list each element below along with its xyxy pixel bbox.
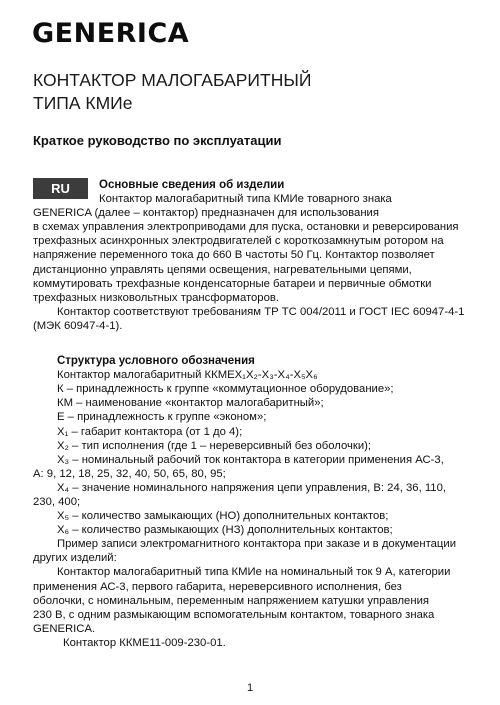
list-item: Х₄ – значение номинального напряжения цепи управления, В: 24, 36, 110, [57,481,446,494]
list-item: А: 9, 12, 18, 25, 32, 40, 50, 65, 80, 95; [33,467,226,480]
paragraph-line: оболочки, с номинальным, переменным напряжением катушки управления [33,594,429,607]
language-badge: RU [33,178,88,199]
title-line: ТИПА КМИе [33,93,133,113]
paragraph-line: других изделий: [33,552,117,565]
paragraph-line: дистанционно управлять цепями освещения, нагревательными цепями, [33,263,412,276]
list-item: Х₃ – номинальный рабочий ток контактора в категории применения АС-3, [57,453,444,466]
paragraph-line: в схемах управления электроприводами для пуска, остановки и реверсирования [33,221,459,234]
paragraph-line: Контактор малогабаритный типа КМИе на номинальный ток 9 А, категории [57,566,451,579]
brand-logo: GENERICA [32,18,190,49]
paragraph-line: применения АС-3, первого габарита, нереверсивного исполнения, без [33,580,402,593]
paragraph-line: коммутировать трехфазные конденсаторные батареи и первичные обмотки [33,277,432,290]
document-body [33,178,473,650]
paragraph-line: Контактор малогабаритный ККМЕХ₁Х₂-Х₃-Х₄-Х₅Х₆ [57,369,318,382]
spacer [33,333,473,354]
list-item: КМ – наименование «контактор малогабаритный»; [57,397,324,410]
paragraph-line: 230 В, с одним размыкающим вспомогательным контактом, товарного знака [33,608,435,621]
paragraph-line: Контактор соответствуют требованиям ТР ТС 004/2011 и ГОСТ IEC 60947-4-1 [57,305,465,318]
paragraph-line: Контактор малогабаритный типа КМИе товарного знака [99,193,392,206]
paragraph-line: Контактор ККМЕ11-009-230-01. [63,636,226,649]
section-heading: Структура условного обозначения [57,355,255,368]
list-item: 230, 400; [33,495,81,508]
list-item: Х₁ – габарит контактора (от 1 до 4); [57,425,243,438]
document-subtitle: Краткое руководство по эксплуатации [33,133,282,148]
section-heading: Основные сведения об изделии [99,179,285,191]
list-item: Х₆ – количество размыкающих (НЗ) дополнительных контактов; [57,524,393,537]
title-line: КОНТАКТОР МАЛОГАБАРИТНЫЙ [33,70,312,90]
paragraph-line: GENERICA. [33,622,96,635]
document-title [33,69,311,115]
page-number: 1 [246,682,254,694]
paragraph-line: GENERICA (далее – контактор) предназначен для использования [33,207,379,220]
list-item: Е – принадлежность к группе «эконом»; [57,411,267,424]
list-item: Х₅ – количество замыкающих (НО) дополнительных контактов; [57,510,389,523]
paragraph-line: напряжение переменного тока до 660 В частоты 50 Гц. Контактор позволяет [33,249,435,262]
list-item: Х₂ – тип исполнения (где 1 – нереверсивный без оболочки); [57,439,372,452]
paragraph-line: (МЭК 60947-4-1). [33,319,123,332]
list-item: К – принадлежность к группе «коммутационное оборудование»; [57,383,394,396]
paragraph-line: трехфазных низковольтных трансформаторов. [33,291,280,304]
paragraph-line: Пример записи электромагнитного контактора при заказе и в документации [57,538,456,551]
paragraph-line: трехфазных асинхронных электродвигателей с короткозамкнутым ротором на [33,235,444,248]
